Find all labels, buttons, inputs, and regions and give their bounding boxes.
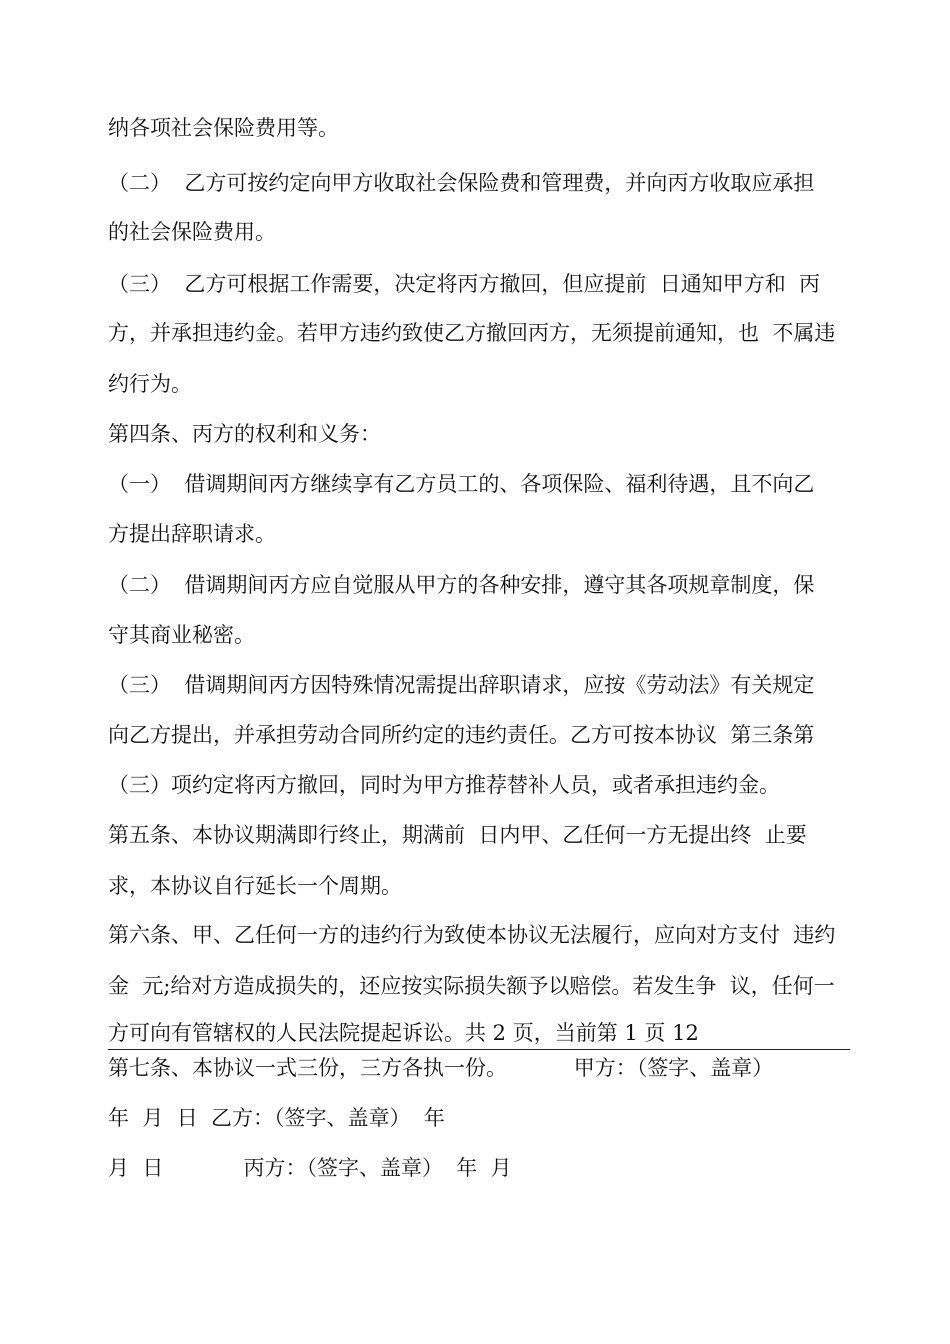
- section-heading-article-4: 第四条、丙方的权利和义务：: [108, 422, 381, 446]
- text-line-8: （一） 借调期间丙方继续享有乙方员工的、各项保险、福利待遇，且不向乙: [108, 472, 815, 496]
- text-line-20: 第七条、本协议一式三份，三方各执一份。 甲方：（签字、盖章）: [108, 1056, 774, 1080]
- text-line-2: （二） 乙方可按约定向甲方收取社会保险费和管理费，并向丙方收取应承担: [108, 171, 815, 195]
- text-line-9: 方提出辞职请求。: [108, 522, 276, 546]
- signature-line-1: 年 月 日 乙方：（签字、盖章） 年: [108, 1106, 445, 1130]
- text-line-16: 求，本协议自行延长一个周期。: [108, 874, 402, 898]
- text-line-4: （三） 乙方可根据工作需要，决定将丙方撤回，但应提前 日通知甲方和 丙: [108, 272, 821, 296]
- text-line-10: （二） 借调期间丙方应自觉服从甲方的各种安排，遵守其各项规章制度，保: [108, 573, 815, 597]
- text-line-19-page-footer: 方可向有管辖权的人民法院提起诉讼。共 2 页，当前第 1 页 12: [108, 1021, 699, 1045]
- text-line-18: 金 元;给对方造成损失的，还应按实际损失额予以赔偿。若发生争 议，任何一: [108, 974, 835, 998]
- text-line-5: 方，并承担违约金。若甲方违约致使乙方撤回丙方，无须提前通知，也 不属违: [108, 321, 836, 345]
- text-line-14: （三）项约定将丙方撤回，同时为甲方推荐替补人员，或者承担违约金。: [108, 773, 780, 797]
- text-line-6: 约行为。: [108, 372, 192, 396]
- text-line-1: 纳各项社会保险费用等。: [108, 116, 339, 140]
- text-line-17: 第六条、甲、乙任何一方的违约行为致使本协议无法履行，应向对方支付 违约: [108, 923, 836, 947]
- text-line-15: 第五条、本协议期满即行终止，期满前 日内甲、乙任何一方无提出终 止要: [108, 823, 807, 847]
- text-line-13: 向乙方提出，并承担劳动合同所约定的违约责任。乙方可按本协议 第三条第: [108, 723, 815, 747]
- signature-line-2: 月 日 丙方：（签字、盖章） 年 月: [108, 1156, 512, 1180]
- page-divider-rule: [108, 1049, 850, 1050]
- text-line-11: 守其商业秘密。: [108, 623, 255, 647]
- text-line-12: （三） 借调期间丙方因特殊情况需提出辞职请求，应按《劳动法》有关规定: [108, 673, 815, 697]
- text-line-3: 的社会保险费用。: [108, 220, 276, 244]
